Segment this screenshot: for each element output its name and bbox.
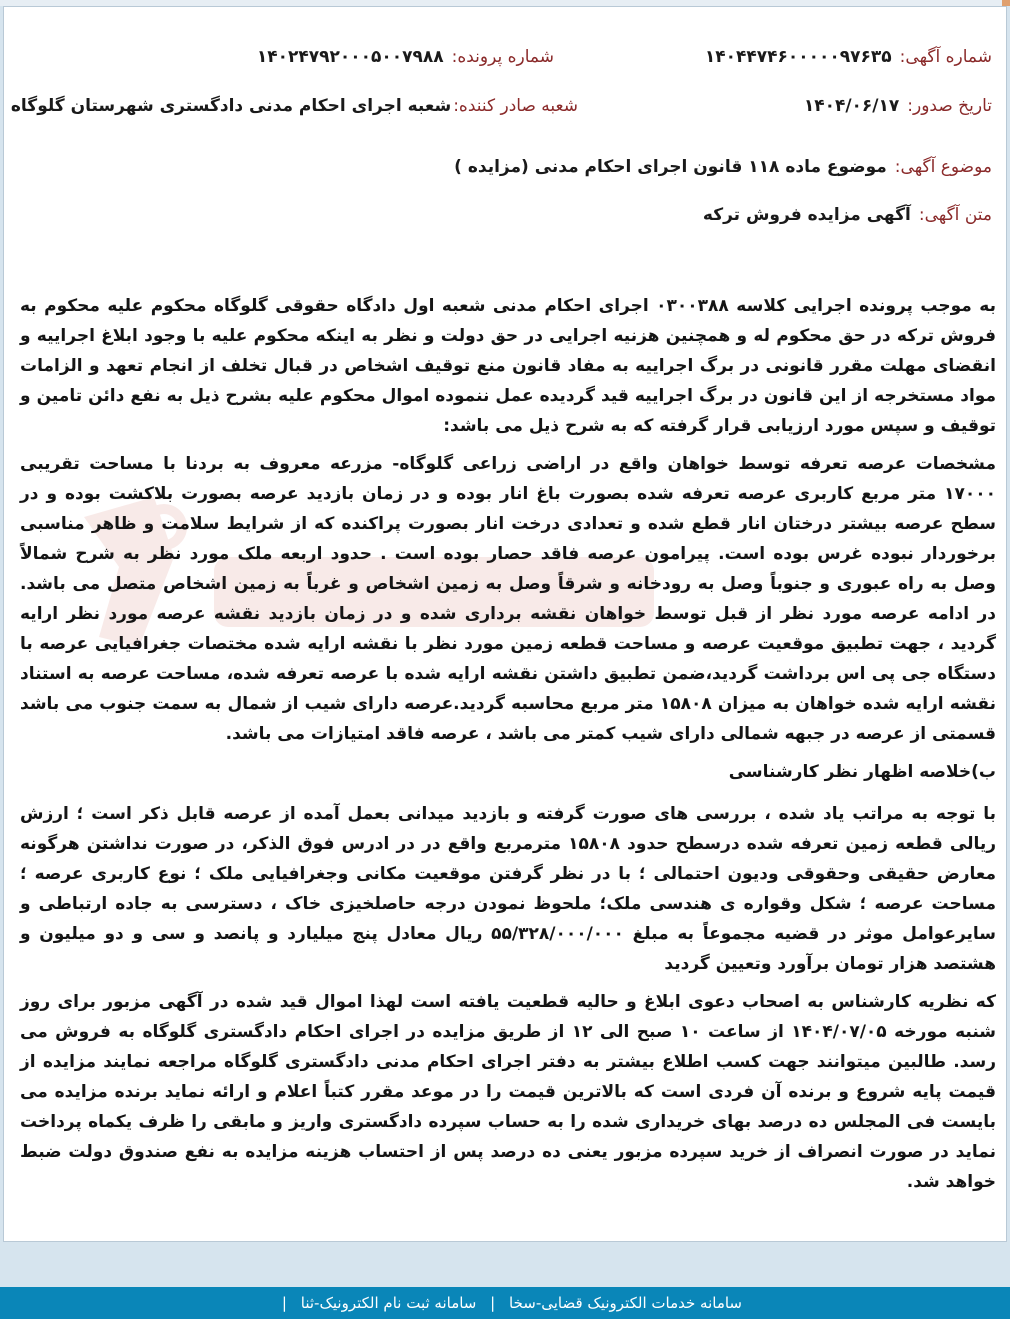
issue-date-label: تاریخ صدور:: [907, 96, 992, 116]
text-title-row: [703, 205, 992, 225]
ad-number: ۱۴۰۴۴۷۴۶۰۰۰۰۰۹۷۶۳۵: [704, 47, 892, 67]
expert-opinion-heading: ب)خلاصه اظهار نظر کارشناسی: [728, 762, 996, 782]
issuing-branch: شعبه اجرای احکام مدنی دادگستری شهرستان گلوگاه: [10, 96, 452, 116]
footer-bar: [0, 1287, 1010, 1319]
case-number-label: شماره پرونده:: [451, 47, 554, 67]
case-number-row: [257, 47, 554, 67]
paragraph-valuation: با توجه به مراتب یاد شده ، بررسی های صورت گرفته و بازدید میدانی بعمل آمده از عرصه قابل ذکر است ؛ ارزش ریالی قطعه زمین تعرفه شده درسطح حدود ۱۵۸۰۸ مترمربع واقع در در ادرس فوق الذکر، در صورت نداشتن هرگونه معارض حقیقی وحقوقی ودیون احتمالی ؛ با در نظر گرفتن موقعیت مکانی وجغرافیایی ملک ؛ نوع کاربری عرصه ؛ مساحت عرصه ؛ شکل وقواره ی هندسی ملک؛ ملحوظ نمودن درجه حاصلخیزی خاک ، دسترسی به جاده ارتباطی و سایرعوامل موثر در قضیه مجموعاً به مبلغ ۵۵/۳۲۸/۰۰۰/۰۰۰ ریال معادل پنج میلیارد و پانصد و سی و دو میلیون و هشتصد هزار تومان برآورد وتعیین گردید: [20, 804, 997, 974]
ad-body: [20, 291, 996, 1205]
subject: موضوع ماده ۱۱۸ قانون اجرای احکام مدنی (مزایده ): [454, 157, 887, 177]
issuing-branch-label: شعبه صادر کننده:: [453, 96, 578, 116]
issuing-branch-row: [11, 96, 578, 116]
paragraph-property: مشخصات عرصه تعرفه توسط خواهان واقع در اراضی زراعی گلوگاه- مزرعه معروف به بردنا با مساحت تقریبی ۱۷۰۰۰ متر مربع کاربری عرصه تعرفه شده بصورت باغ انار بوده و در زمان بازدید عرصه بصورت بلاکشت بوده و در سطح عرصه بیشتر درختان انار قطع شده و تعدادی درخت انار بصورت پراکنده که از شرایط سلامت و ظاهر مناسبی برخوردار نبوده غرس بوده است. پیرامون عرصه فاقد حصار بوده است . حدود اربعه ملک مورد نظر به شرح شمالاً وصل به راه عبوری و جنوباً وصل به رودخانه و شرقاً وصل به زمین اشخاص و غرباً به زمین اشخاص متصل می باشد. در ادامه عرصه مورد نظر از قبل توسط خواهان نقشه برداری شده و در زمان بازدید نقشه عرصه مورد نظر ارایه گردید ، جهت تطبیق موقعیت عرصه و مساحت قطعه زمین مورد نظر با نقشه ارایه شده مختصات جغرافیایی عرصه با دستگاه جی پی اس برداشت گردید،ضمن تطبیق داشتن نقشه ارایه شده با عرصه تعرفه شده، مساحت عرصه به استناد نقشه ارایه شده خواهان به میزان ۱۵۸۰۸ متر مربع محاسبه گردید.عرصه دارای شیب از شمال به سمت جنوب می باشد قسمتی از عرصه در جبهه شمالی دارای شیب کمتر می باشد ، عرصه فاقد امتیازات می باشد.: [20, 454, 996, 744]
text-title: آگهی مزایده فروش ترکه: [702, 205, 911, 225]
subject-label: موضوع آگهی:: [894, 157, 992, 177]
issue-date: ۱۴۰۴/۰۶/۱۷: [803, 96, 900, 116]
paragraph-auction: که نظریه کارشناس به اصحاب دعوی ابلاغ و حالیه قطعیت یافته است لهذا اموال قید شده در آگهی مزبور برای روز شنبه مورخه ۱۴۰۴/۰۷/۰۵ از ساعت ۱۰ صبح الی ۱۲ از طریق مزایده در اجرای احکام دادگستری گلوگاه به فروش می رسد. طالبین میتوانند جهت کسب اطلاع بیشتر به دفتر اجرای احکام مدنی دادگستری گلوگاه مراجعه نمایند مزایده از قیمت پایه شروع و برنده آن فردی است که بالاترین قیمت را در موعد مقرر کتباً اعلام و ارائه نماید برنده مزایده می بایست فی المجلس ده درصد بهای خریداری شده را به حساب سپرده دادگستری واریز و مابقی را ظرف یکماه پرداخت نماید در صورت انصراف از خرید سپرده مزبور یعنی ده درصد پس از احتساب هزینه مزایده به نفع صندوق دولت ضبط خواهد شد.: [20, 992, 996, 1192]
footer-link-sakha[interactable]: سامانه خدمات الکترونیک قضایی-سخا: [509, 1294, 742, 1312]
text-label: متن آگهی:: [918, 205, 992, 225]
case-number: ۱۴۰۲۴۷۹۲۰۰۰۵۰۰۷۹۸۸: [256, 47, 444, 67]
footer-separator: |: [490, 1294, 496, 1312]
footer-link-sana[interactable]: سامانه ثبت نام الکترونیک-ثنا: [300, 1294, 477, 1312]
ad-number-row: [705, 47, 992, 67]
ad-panel: [3, 6, 1007, 1242]
issue-date-row: [804, 96, 992, 116]
subject-row: [454, 157, 992, 177]
ad-number-label: شماره آگهی:: [899, 47, 992, 67]
footer-separator-end: |: [281, 1294, 287, 1312]
paragraph-case: به موجب پرونده اجرایی کلاسه ۰۳۰۰۳۸۸ اجرای احکام مدنی شعبه اول دادگاه حقوقی گلوگاه محکوم علیه محکوم به فروش ترکه در حق محکوم له و همچنین هزنیه اجرایی در حق دولت و نظر به اینکه محکوم علیه با وجود ابلاغ اجراییه و انقضای مهلت مقرر قانونی در برگ اجراییه به مفاد قانون منع توقیف اشخاص در قبال تخلف از انجام تعهد و الزامات مواد مستخرجه از این قانون در برگ اجراییه قید گردیده عمل ننموده اموال محکوم علیه بشرح ذیل به نفع دائن تامین و توقیف و سپس مورد ارزیابی قرار گرفته که به شرح ذیل می باشد:: [20, 296, 996, 436]
